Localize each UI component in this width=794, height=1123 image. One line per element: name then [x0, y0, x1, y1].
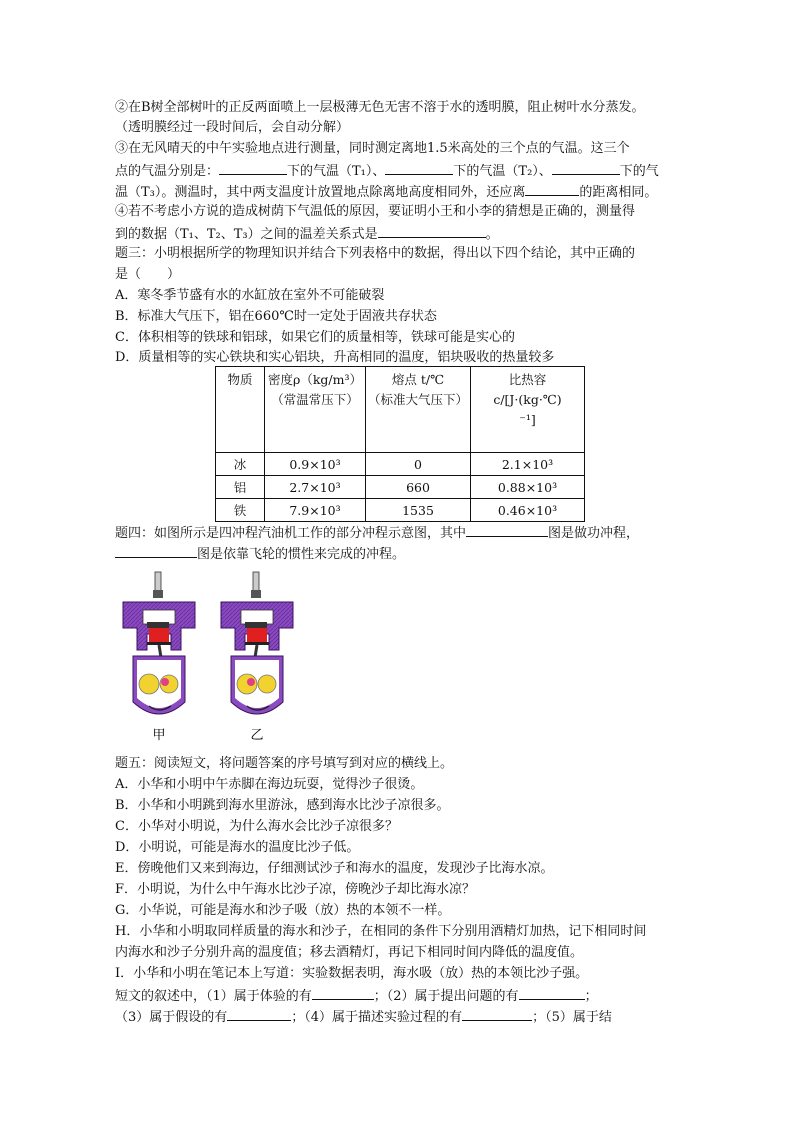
table-row	[216, 453, 585, 476]
figure-label-yi: 乙	[250, 728, 264, 743]
table-cell: 铁	[216, 499, 265, 522]
table-cell: 0.88×10³	[471, 476, 585, 499]
answer-blank[interactable]	[519, 987, 585, 1000]
four-stroke-engine-figure	[115, 564, 295, 744]
table-cell: 1535	[366, 499, 471, 522]
option-a: A．寒冬季节盛有水的水缸放在室外不可能破裂	[115, 288, 385, 303]
text-line: 图是依靠飞轮的惯性来完成的冲程。	[115, 545, 405, 563]
table-header-row	[216, 367, 585, 453]
statement-f: F．小明说，为什么中午海水比沙子凉，傍晚沙子却比海水凉？	[115, 882, 476, 897]
table-header-cell: 比热容 c/[J·(kg·℃) ⁻¹]	[471, 367, 585, 453]
engine-jia-diagram	[123, 572, 195, 714]
text-line: 温（T₃）。测温时，其中两支温度计放置地点除离地高度相同外，还应离 的距离相同。	[115, 185, 658, 200]
table-header-cell: 密度ρ（kg/m³） （常温常压下）	[265, 367, 366, 453]
answer-blank[interactable]	[115, 545, 197, 558]
answer-blank[interactable]	[227, 1008, 291, 1021]
table-cell: 0	[366, 453, 471, 476]
table-row	[216, 476, 585, 499]
table-cell: 铝	[216, 476, 265, 499]
answer-blank[interactable]	[219, 162, 287, 175]
question-5-stem: 题五：阅读短文，将问题答案的序号填写到对应的横线上。	[115, 756, 454, 771]
table-cell: 2.1×10³	[471, 453, 585, 476]
text-line: 到的数据（T₁、T₂、T₃）之间的温差关系式是 。	[115, 227, 499, 242]
table-header-cell: 熔点 t/℃ （标准大气压下）	[366, 367, 471, 453]
statement-e: E．傍晚他们又来到海边，仔细测试沙子和海水的温度，发现沙子比海水凉。	[115, 861, 554, 876]
statement-a: A．小华和小明中午赤脚在海边玩耍，觉得沙子很烫。	[115, 777, 424, 792]
answer-blank[interactable]	[378, 225, 486, 238]
text-line: ②在B树全部树叶的正反两面喷上一层极薄无色无害不溶于水的透明膜，阻止树叶水分蒸发。	[115, 100, 645, 115]
answer-blank[interactable]	[462, 1008, 532, 1021]
text-line: （透明膜经过一段时间后，会自动分解）	[115, 120, 350, 135]
statement-d: D．小明说，可能是海水的温度比沙子低。	[115, 840, 360, 855]
statement-b: B．小华和小明跳到海水里游泳，感到海水比沙子凉很多。	[115, 798, 450, 813]
table-cell: 660	[366, 476, 471, 499]
statement-i: I．小华和小明在笔记本上写道：实验数据表明，海水吸（放）热的本领比沙子强。	[115, 966, 589, 981]
table-cell: 2.7×10³	[265, 476, 366, 499]
answer-blank[interactable]	[552, 162, 620, 175]
statement-g: G．小华说，可能是海水和沙子吸（放）热的本领不一样。	[115, 903, 451, 918]
fill-line: 短文的叙述中，（1）属于体验的有 ；（2）属于提出问题的有 ；	[115, 989, 598, 1004]
fill-line: （3）属于假设的有 ；（4）属于描述实验过程的有 ；（5）属于结	[115, 1010, 612, 1025]
option-d: D．质量相等的实心铁块和实心铝块，升高相同的温度，铝块吸收的热量较多	[115, 350, 555, 365]
text-line: ③在无风晴天的中午实验地点进行测量，同时测定离地1.5米高处的三个点的气温。这三个	[115, 141, 630, 156]
table-cell: 0.9×10³	[265, 453, 366, 476]
table-cell: 7.9×10³	[265, 499, 366, 522]
table-cell: 冰	[216, 453, 265, 476]
answer-blank[interactable]	[385, 162, 453, 175]
statement-c: C．小华对小明说，为什么海水会比沙子凉很多？	[115, 819, 398, 834]
engine-yi-diagram	[221, 572, 293, 714]
statement-h: H．小华和小明取同样质量的海水和沙子，在相同的条件下分别用酒精灯加热，记下相同时间	[115, 924, 647, 939]
answer-blank[interactable]	[466, 524, 548, 537]
statement-h-cont: 内海水和沙子分别升高的温度值；移去酒精灯，再记下相同时间内降低的温度值。	[115, 945, 584, 960]
table-cell: 0.46×10³	[471, 499, 585, 522]
table-row	[216, 499, 585, 522]
answer-blank[interactable]	[312, 987, 374, 1000]
question-4-stem: 题四：如图所示是四冲程汽油机工作的部分冲程示意图，其中 图是做功冲程，	[115, 526, 640, 541]
text-line: ④若不考虑小方说的造成树荫下气温低的原因，要证明小王和小李的猜想是正确的，测量得	[115, 204, 636, 219]
option-b: B．标准大气压下，铝在660℃时一定处于固液共存状态	[115, 309, 437, 324]
figure-label-jia: 甲	[152, 728, 166, 743]
properties-table	[215, 366, 585, 522]
text-line: 是（ ）	[115, 267, 181, 282]
text-line: 点的气温分别是： 下的气温（T₁）、 下的气温（T₂）、 下的气	[115, 164, 659, 179]
question-3-stem: 题三：小明根据所学的物理知识并结合下列表格中的数据，得出以下四个结论，其中正确的	[115, 246, 636, 261]
option-c: C．体积相等的铁球和铝球，如果它们的质量相等，铁球可能是实心的	[115, 330, 515, 345]
answer-blank[interactable]	[525, 183, 579, 196]
table-header-cell: 物质	[216, 367, 265, 453]
